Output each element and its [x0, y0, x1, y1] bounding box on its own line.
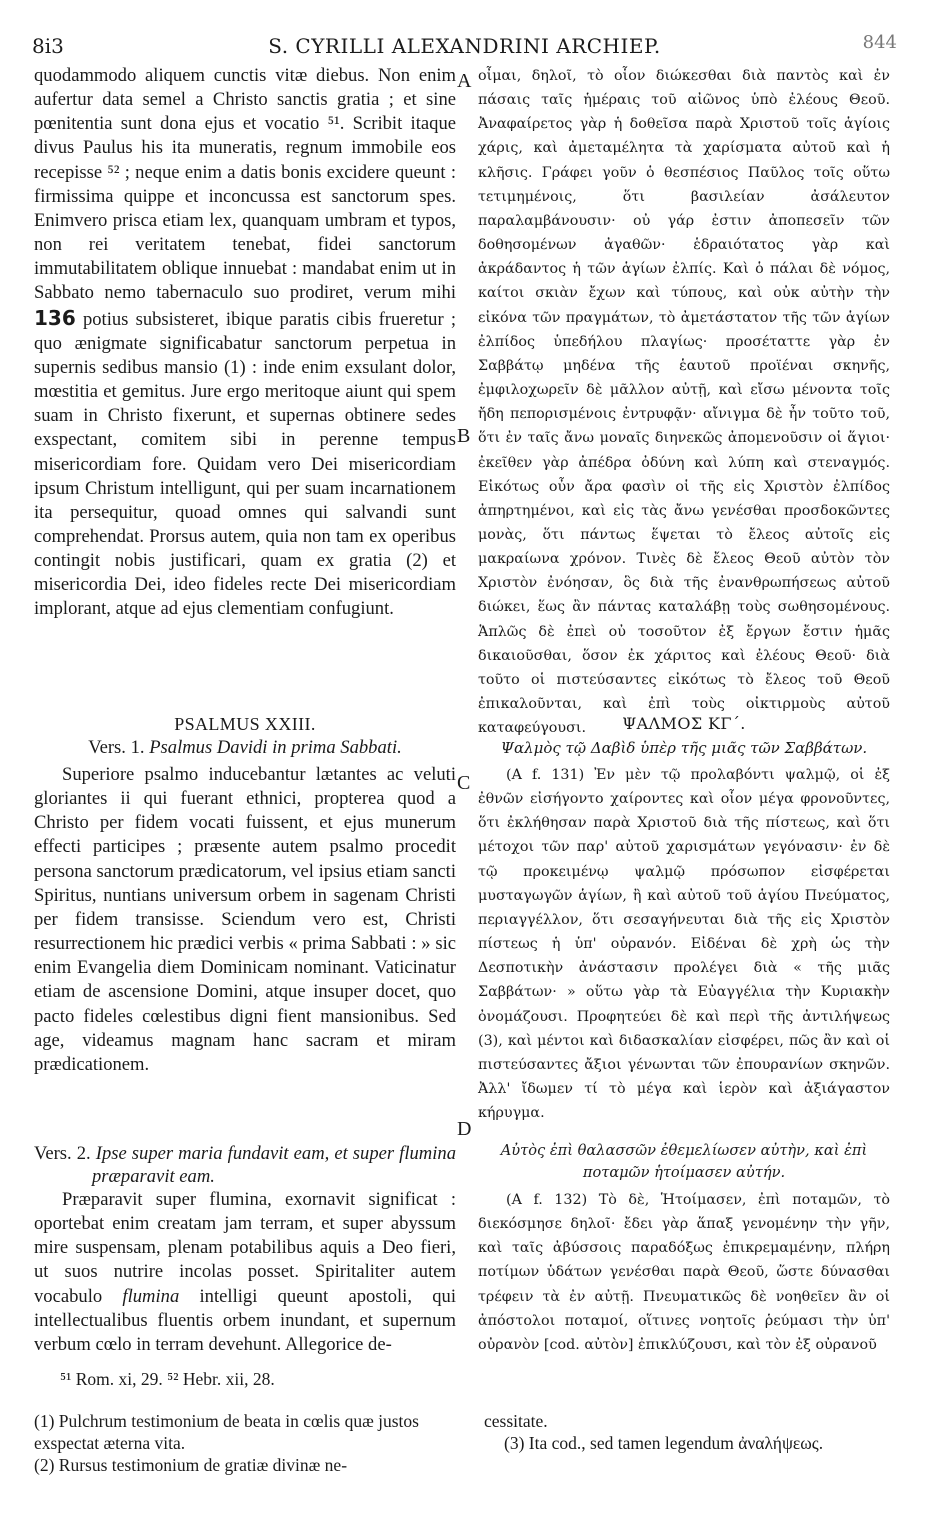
greek-psalm-title: ΨΑΛΜΟΣ ΚΓ΄.	[622, 714, 746, 733]
greek-psalm-subtitle: Ψαλμὸς τῷ Δαβὶδ ὑπὲρ τῆς μιᾶς τῶν Σαββάτων.	[500, 739, 868, 758]
greek-psalm-heading	[478, 712, 890, 760]
verse-text: Psalmus Davidi in prima Sabbati.	[149, 737, 402, 759]
latin-verse-2-block	[34, 1142, 456, 1188]
greek-paragraph-3	[478, 1188, 890, 1357]
latin-psalm-title: PSALMUS XXIII.	[174, 714, 316, 734]
latin-emphasis: flumina	[122, 1285, 180, 1307]
running-header	[28, 30, 901, 58]
folio-reference: (A f. 132)	[506, 1192, 588, 1208]
latin-verse-1	[34, 736, 456, 760]
greek-text: Ἐν μὲν τῷ προλαβόντι ψαλμῷ, οἱ ἐξ ἐθνῶν εἰσήγοντο χαίροντες καὶ οἷον μέγα φρονοῦντες, ὅτι ἐκλήθησαν παρὰ Χριστοῦ διὰ τῆς πίστεως, καὶ ὅτι μέτοχοι τῶν παρ' αὐτοῦ χαρισμάτων γεγόνασιν· ἐν δὲ τῷ προκειμένῳ ψαλμῷ πρόσωπον εἰσφέρεται μυσταγωγῶν ἁγίων, ἢ καὶ αὐτοῦ τοῦ ἁγίου Πνεύματος, περιαγγέλλον, ὅτι σεσαγήνευται διὰ τῆς εἰς Χριστὸν πίστεως ἡ ὑπ' οὐρανόν. Εἰδέναι δὲ χρὴ ὡς τὴν Δεσποτικὴν ἀνάστασιν προλέγει διὰ « τῆς μιᾶς Σαββάτων· » οὕτω γὰρ τὰ Εὐαγγέλια τὴν Κυριακὴν ὀνομάζουσι. Προφητεύει δὲ καὶ περὶ τῆς ἀντιλήψεως (3), καὶ μέντοι καὶ διδασκαλίαν εἰσφέρει, πῶς ἂν καὶ οἱ πιστεύσαντες ἄξιοι γένωνται τῶν ἐπουρανίων σκηνῶν. Ἀλλ' ἴδωμεν τί τὸ μέγα καὶ ἱερὸν καὶ ἀξιάγαστον κήρυγμα.	[478, 767, 890, 1122]
latin-text: potius subsisteret, ibique paratis cibis frueretur ; quo ænigmate significabatur sanctorum perpetua in supernis sedibus mansio (1) : inde enim exsulant dolor, mœstitia et gemitus. Jure ergo meritoque aiunt qui spem suam in Christo fixerunt, et supernas obtinere sedes exspectant, comitem sibi in perenne tempus misericordiam fore. Quidam vero Dei misericordiam ipsum Christum intelligunt, qui per suam incarnationem ita persequitur, quoad omnes qui salvandi sunt comprehendat. Prorsus autem, quia non tam ex operibus contingit nobis justificari, quam ex gratia (2) et misericordia Dei, ideo fideles recte Dei misericordiam implorant, atque ad ejus clementiam confugiunt.	[34, 308, 456, 620]
footnote-2-continued: cessitate.	[484, 1411, 548, 1431]
scripture-references: ⁵¹ Rom. xi, 29. ⁵² Hebr. xii, 28.	[60, 1369, 275, 1389]
greek-verse-2-block	[478, 1140, 890, 1184]
greek-verse-2: Αὐτὸς ἐπὶ θαλασσῶν ἐθεμελίωσεν αὐτὴν, καὶ ἐπὶ ποταμῶν ἡτοίμασεν αὐτήν.	[500, 1142, 868, 1181]
greek-column	[478, 64, 890, 740]
folio-reference: (A f. 131)	[506, 767, 585, 783]
footnote-1: (1) Pulchrum testimonium de beata in cœlis quæ justos exspectat æterna vita.	[34, 1411, 419, 1453]
verse-label: Vers. 1.	[88, 737, 145, 759]
latin-text: intelligi queunt apostoli, qui intellectualibus fluentis orbem inundant, et supernum verbum cœlo in terram devehunt. Allegorice de-	[34, 1285, 457, 1355]
latin-paragraph-2: Superiore psalmo inducebantur lætantes ac veluti gloriantes ii qui fuerant ethnici, propterea quod a Christo per fidem vocati fuissent, et ejus munerum effecti participes ; præsente autem psalmo procedit persona sanctorum prædicatorum, vel ipsius etiam sancti Spiritus, nuntians universum orbem in sagenam Christi per fidem transisse. Sciendum vero est, Christi resurrectionem hic prædici verbis « prima Sabbati : » sic enim Evangelia diem Dominicam nominant. Vaticinatur etiam de ascensione Domini, atque insuper docet, quo pacto fideles cœlestibus digni fient mansionibus. Sed age, videamus magnam hanc sacram et miram prædicationem.	[34, 764, 456, 1075]
verse-text: Ipse super maria fundavit eam, et super flumina præparavit eam.	[92, 1143, 456, 1187]
latin-commentary-2	[34, 1188, 456, 1357]
latin-text: quodammodo aliquem cunctis vitæ diebus. Non enim aufertur data semel a Christo sanctis gratia ; et sine pœnitentia sunt dona ejus et vocatio ⁵¹. Scribit itaque divus Paulus his ita muneratis, regnum immobile eos recepisse ⁵² ; neque enim a datis bonis excidere queunt : firmissima quippe et inconcussa est sanctorum spes. Enimvero prisca etiam lex, quanquam umbram et typos, non rei veritatem tenebat, fidei sanctorum immutabilitatem oblique innuebat : mandabat enim ut in Sabbato nemo tabernaculo suo prodiret, verum mihi	[34, 65, 456, 304]
margin-letter-d: D	[457, 1118, 472, 1140]
latin-paragraph-1	[34, 64, 456, 622]
page-number: 8i3	[32, 34, 64, 58]
margin-letter-b: B	[457, 425, 471, 447]
greek-commentary-2	[478, 1188, 890, 1357]
greek-paragraph-1: οἶμαι, δηλοῖ, τὸ οἷον διώκεσθαι διὰ παντὸς καὶ ἐν πάσαις ταῖς ἡμέραις τοῦ αἰῶνος ὑπὸ ἐλέους Θεοῦ. Ἀναφαίρετος γὰρ ἡ δοθεῖσα παρὰ Χριστοῦ τοῖς ἁγίοις χάρις, καὶ ἀμεταμέλητα τὰ χαρίσματα αὐτοῦ καὶ ἡ κλῆσις. Γράφει γοῦν ὁ θεσπέσιος Παῦλος τοῖς οὕτω τετιμημένοις, ὅτι βασιλείαν ἀσάλευτον παραλαμβάνουσιν· οὐ γάρ ἐστιν ἀποπεσεῖν τῶν δοθησομένων ἀγαθῶν· ἑδραιότατος γὰρ καὶ ἀκράδαντος ἡ τῶν ἁγίων ἐλπίς. Καὶ ὁ πάλαι δὲ νόμος, καίτοι σκιὰν ἔχων καὶ τύπους, καὶ οὐκ αὐτὴν τὴν εἰκόνα τῶν πραγμάτων, τὸ ἀμετάστατον τῆς τῶν ἁγίων ἐλπίδος ὑπεδήλου πλαγίως· προσέταττε γὰρ ἐν Σαββάτῳ μηδένα τῆς ἑαυτοῦ προϊέναι σκηνῆς, ἐμφιλοχωρεῖν δὲ μᾶλλον αὐτῇ, καὶ εἴσω μένοντα τοῖς ἤδη πεπορισμένοις ἐντρυφᾷν· αἴνιγμα δὲ ἦν τοῦτο τοῦ, ὅτι ἐν ταῖς ἄνω μοναῖς διηνεκῶς ἀπομενοῦσιν οἱ ἅγιοι· ἐκεῖθεν γὰρ ἀπέδρα ὀδύνη καὶ λύπη καὶ στεναγμός. Εἰκότως οὖν ἄρα φασὶν οἱ τῆς εἰς Χριστὸν ἐλπίδος ἀπηρτημένοι, καὶ εἰς τὰς ἄνω γενέσθαι προσδοκῶντες μονὰς, ὅτι πάντως ἕψεται τὸ ἔλεος αὐτοῖς εἰς μακραίωνα χρόνον. Τινὲς δὲ ἔλεος Θεοῦ αὐτὸν τὸν Χριστὸν ἐνόησαν, ὃς διὰ τῆς ἐνανθρωπήσεως αὐτοῦ διώκει, ἕως ἂν πάντας καταλάβῃ τοὺς σωθησομένους. Ἁπλῶς δὲ ἐπεὶ οὐ τοσοῦτον ἐξ ἔργων ἔστιν ἡμᾶς δικαιοῦσθαι, ὅσον ἐκ χάριτος καὶ ἐλέους Θεοῦ· διὰ τοῦτο οἱ πιστεύσαντες εἰκότως τὸ ἔλεος τοῦ Θεοῦ ἐπικαλοῦνται, καὶ ἐπὶ τοὺς οἰκτιρμοὺς αὐτοῦ καταφεύγουσι.	[478, 68, 890, 737]
latin-verse-2	[34, 1142, 456, 1188]
latin-column	[34, 64, 456, 622]
margin-letter-c: C	[457, 772, 471, 794]
footnotes-left	[34, 1410, 456, 1476]
column-number: 136	[34, 305, 76, 330]
greek-text: Τὸ δὲ, Ἡτοίμασεν, ἐπὶ ποταμῶν, τὸ διεκόσμησε δηλοῖ· ἔδει γὰρ ἅπαξ γενομένην τὴν γῆν, καὶ ταῖς ἀβύσσοις παραδόξως ἐπικρεμαμένην, πλήρη ποτίμων ὑδάτων γενέσθαι παρὰ Θεοῦ, ὥστε δύνασθαι τρέφειν τὰ ἐν αὐτῇ. Πνευματικῶς δὲ νοηθεῖεν ἂν οἱ ἀπόστολοι ποταμοί, οἵτινες νοητοῖς ῥεύμασι τὴν ὑπ' οὐρανὸν [cod. αὐτὸν] ἐπικλύζουσι, καὶ τὸν ἐξ οὐρανοῦ	[478, 1192, 891, 1353]
latin-text: Præparavit super flumina, exornavit significat : oportebat enim creatam jam terram, et super abyssum mire suspensam, plenam potabilibus aquis a Deo fieri, ut suos nutrire incolas posset. Spiritaliter autem vocabulo	[34, 1189, 456, 1307]
footnote-2: (2) Rursus testimonium de gratiæ divinæ ne-	[34, 1455, 348, 1475]
latin-commentary-1	[34, 763, 456, 1077]
margin-letter-a: A	[457, 70, 472, 92]
footnotes-right	[484, 1410, 890, 1454]
greek-commentary-1	[478, 763, 890, 1125]
footnote-3: (3) Ita cod., sed tamen legendum ἀναλήψεως.	[504, 1433, 824, 1453]
latin-paragraph-3	[34, 1188, 456, 1357]
greek-paragraph-2	[478, 763, 890, 1125]
running-title: S. CYRILLI ALEXANDRINI ARCHIEP.	[268, 34, 661, 58]
latin-psalm-heading	[34, 712, 456, 760]
page-number-right: 844	[862, 32, 897, 53]
verse-label: Vers. 2.	[34, 1143, 91, 1164]
